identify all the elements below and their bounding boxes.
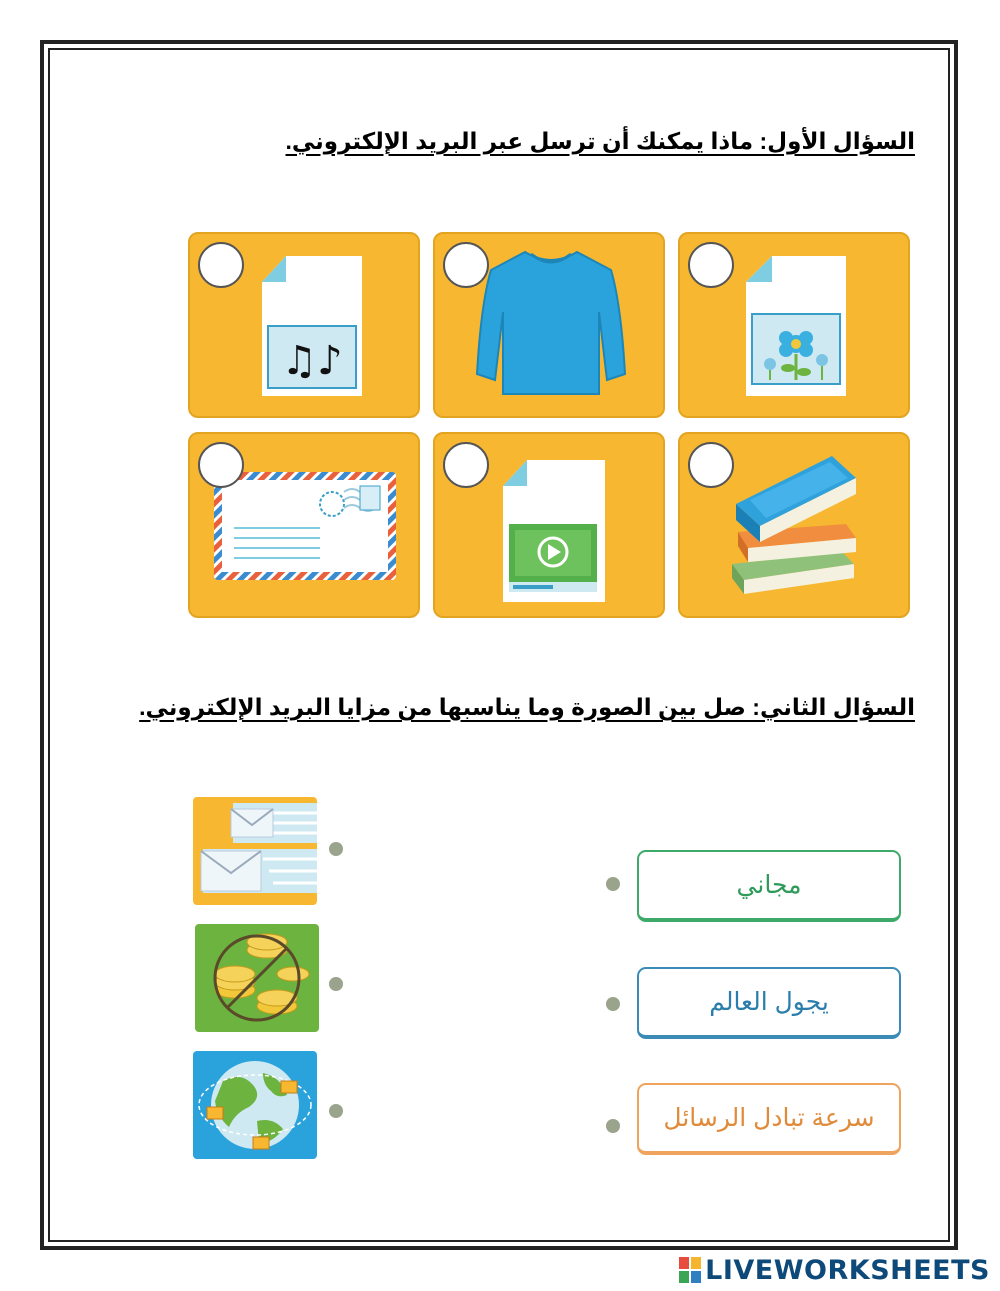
option-speed-label: سرعة تبادل الرسائل (663, 1104, 875, 1132)
match-dot-picture-1[interactable] (329, 842, 343, 856)
option-world-box[interactable] (637, 967, 901, 1039)
no-coins-icon (195, 924, 319, 1032)
option-free-box[interactable] (637, 850, 901, 922)
option-free-label: مجاني (736, 871, 802, 899)
option-speed-box[interactable] (637, 1083, 901, 1155)
select-envelope-radio[interactable] (198, 442, 244, 488)
select-books-radio[interactable] (688, 442, 734, 488)
envelope-card[interactable] (188, 432, 420, 618)
liveworksheets-logo-icon (679, 1257, 701, 1283)
match-dot-option-speed[interactable] (606, 1119, 620, 1133)
mail-envelopes-icon (193, 797, 317, 905)
video-file-card[interactable] (433, 432, 665, 618)
mail-picture (193, 797, 317, 905)
books-card[interactable] (678, 432, 910, 618)
liveworksheets-logo (679, 1254, 990, 1286)
image-file-card[interactable] (678, 232, 910, 418)
audio-file-card[interactable] (188, 232, 420, 418)
page-border-inner (48, 48, 950, 1242)
match-dot-picture-3[interactable] (329, 1104, 343, 1118)
match-dot-option-free[interactable] (606, 877, 620, 891)
match-dot-option-world[interactable] (606, 997, 620, 1011)
globe-mail-icon (193, 1051, 317, 1159)
shirt-card[interactable] (433, 232, 665, 418)
svg-text:♫♪: ♫♪ (281, 338, 343, 384)
brand-name: LIVEWORKSHEETS (705, 1254, 990, 1286)
option-world-label: يجول العالم (709, 988, 829, 1016)
select-image-file-radio[interactable] (688, 242, 734, 288)
select-video-file-radio[interactable] (443, 442, 489, 488)
select-shirt-radio[interactable] (443, 242, 489, 288)
coins-picture (195, 924, 319, 1032)
globe-picture (193, 1051, 317, 1159)
select-audio-file-radio[interactable] (198, 242, 244, 288)
question-2-title: السؤال الثاني: صل بين الصورة وما يناسبها من مزايا البريد الإلكتروني. (139, 694, 915, 720)
question-1-title: السؤال الأول: ماذا يمكنك أن ترسل عبر البريد الإلكتروني. (285, 128, 915, 154)
match-dot-picture-2[interactable] (329, 977, 343, 991)
